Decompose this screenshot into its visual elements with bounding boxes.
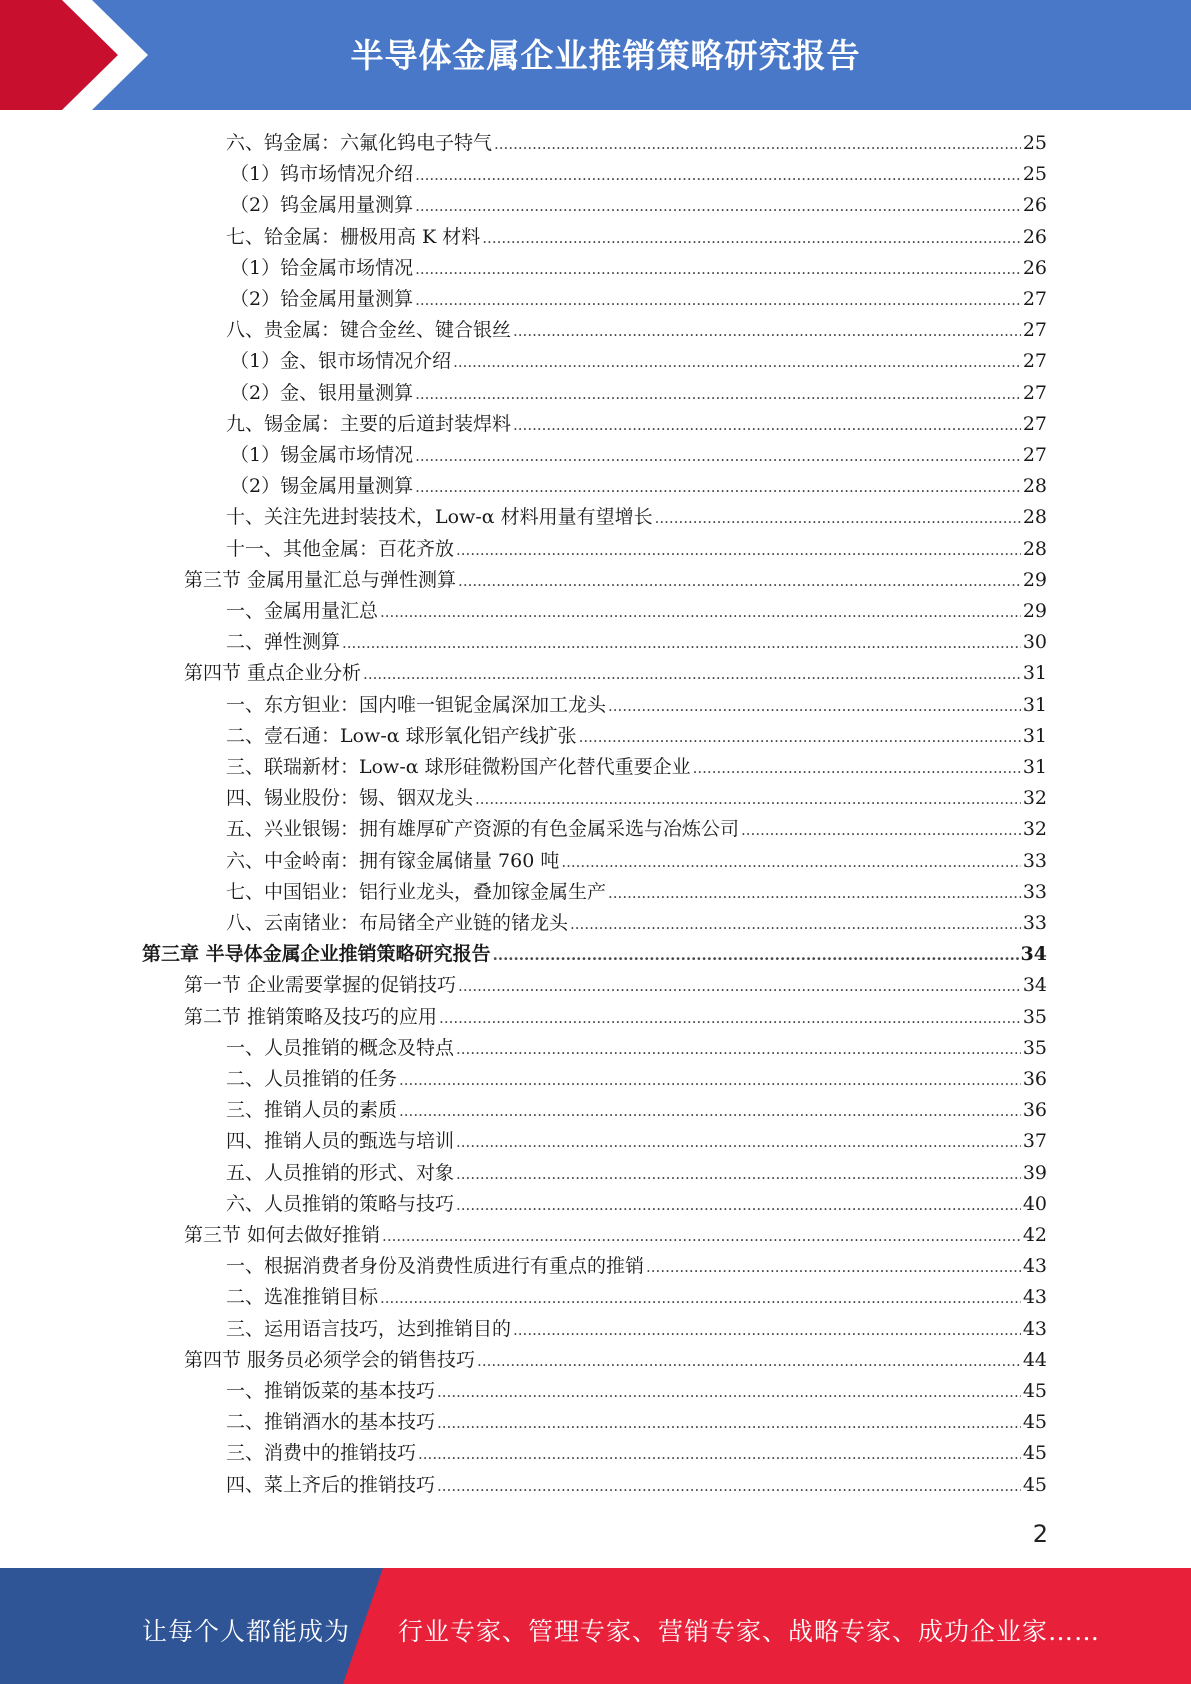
toc-entry-label: 二、弹性测算 bbox=[226, 631, 341, 654]
toc-entry-page: 29 bbox=[1022, 568, 1047, 591]
toc-dot-leader bbox=[741, 815, 1021, 846]
toc-entry-label: 第二节 推销策略及技巧的应用 bbox=[184, 1005, 438, 1028]
toc-entry[interactable] bbox=[226, 1033, 1047, 1064]
toc-dot-leader bbox=[513, 410, 1021, 441]
toc-entry-label: 四、菜上齐后的推销技巧 bbox=[226, 1473, 436, 1496]
toc-entry[interactable] bbox=[226, 409, 1047, 440]
toc-entry-page: 34 bbox=[1020, 943, 1047, 966]
toc-entry[interactable] bbox=[226, 1189, 1047, 1220]
toc-entry-page: 26 bbox=[1022, 256, 1047, 279]
toc-entry-label: （2）金、银用量测算 bbox=[230, 381, 414, 404]
toc-dot-leader bbox=[363, 659, 1021, 690]
toc-dot-leader bbox=[456, 535, 1021, 566]
report-header bbox=[0, 0, 1191, 110]
toc-entry-label: 六、中金岭南：拥有镓金属储量 760 吨 bbox=[226, 849, 560, 872]
toc-entry-label: （2）锡金属用量测算 bbox=[230, 475, 414, 498]
toc-entry-label: 一、推销饭菜的基本技巧 bbox=[226, 1380, 436, 1402]
toc-entry-label: 三、运用语言技巧，达到推销目的 bbox=[226, 1317, 512, 1340]
toc-entry-page: 36 bbox=[1022, 1068, 1047, 1090]
toc-entry[interactable] bbox=[226, 627, 1047, 658]
toc-entry-label: 第三章 半导体金属企业推销策略研究报告 bbox=[142, 943, 491, 966]
toc-dot-leader bbox=[415, 441, 1021, 472]
toc-entry-page: 33 bbox=[1022, 912, 1047, 934]
toc-dot-leader bbox=[418, 1439, 1021, 1470]
toc-entry-page: 27 bbox=[1022, 412, 1047, 435]
toc-entry-label: 三、推销人员的素质 bbox=[226, 1099, 398, 1122]
toc-entry[interactable] bbox=[226, 877, 1047, 908]
toc-entry-label: 二、推销酒水的基本技巧 bbox=[226, 1411, 436, 1434]
toc-entry[interactable] bbox=[184, 1345, 1047, 1376]
toc-entry[interactable] bbox=[226, 783, 1047, 814]
toc-entry-label: 八、贵金属：键合金丝、键合银丝 bbox=[226, 319, 512, 342]
toc-dot-leader bbox=[380, 597, 1021, 628]
toc-entry[interactable] bbox=[226, 502, 1047, 533]
toc-dot-leader bbox=[458, 566, 1021, 597]
toc-entry[interactable] bbox=[230, 284, 1047, 315]
toc-dot-leader bbox=[579, 722, 1021, 753]
toc-entry[interactable] bbox=[226, 1282, 1047, 1313]
toc-entry[interactable] bbox=[226, 1314, 1047, 1345]
toc-entry-page: 31 bbox=[1022, 756, 1047, 778]
toc-entry-page: 35 bbox=[1022, 1036, 1047, 1059]
toc-dot-leader bbox=[437, 1471, 1021, 1502]
toc-entry-label: 七、铪金属：栅极用高 K 材料 bbox=[226, 225, 481, 248]
toc-entry-page: 28 bbox=[1022, 506, 1047, 529]
toc-entry-label: 九、锡金属：主要的后道封装焊料 bbox=[226, 412, 512, 435]
toc-dot-leader bbox=[513, 316, 1021, 347]
toc-entry[interactable] bbox=[230, 440, 1047, 471]
page-footer bbox=[0, 1568, 1191, 1684]
toc-entry-page: 28 bbox=[1022, 537, 1047, 560]
toc-entry-page: 25 bbox=[1022, 163, 1047, 186]
toc-entry-label: 三、联瑞新材：Low-α 球形硅微粉国产化替代重要企业 bbox=[226, 756, 691, 778]
toc-entry[interactable] bbox=[226, 1438, 1047, 1469]
toc-entry[interactable] bbox=[184, 658, 1047, 689]
report-title: 半导体金属企业推销策略研究报告 bbox=[350, 36, 861, 75]
toc-entry-label: 五、人员推销的形式、对象 bbox=[226, 1161, 455, 1184]
toc-dot-leader bbox=[415, 191, 1021, 222]
toc-entry-label: 十、关注先进封装技术，Low-α 材料用量有望增长 bbox=[226, 506, 653, 529]
toc-entry-page: 31 bbox=[1022, 693, 1047, 716]
toc-entry[interactable] bbox=[184, 1220, 1047, 1251]
toc-entry-page: 36 bbox=[1022, 1099, 1047, 1122]
toc-entry-page: 37 bbox=[1022, 1130, 1047, 1153]
toc-entry[interactable] bbox=[226, 1407, 1047, 1438]
toc-entry[interactable] bbox=[226, 814, 1047, 845]
toc-entry[interactable] bbox=[226, 1470, 1047, 1501]
page-number: 2 bbox=[1032, 1520, 1048, 1548]
footer-slogan-right: 行业专家、管理专家、营销专家、战略专家、成功企业家…… bbox=[398, 1617, 1101, 1646]
toc-entry-page: 33 bbox=[1022, 880, 1047, 903]
toc-entry-label: （1）锡金属市场情况 bbox=[230, 444, 414, 466]
toc-dot-leader bbox=[561, 847, 1020, 878]
toc-entry-label: 五、兴业银锡：拥有雄厚矿产资源的有色金属采选与冶炼公司 bbox=[226, 818, 740, 841]
toc-dot-leader bbox=[415, 472, 1021, 503]
toc-entry[interactable] bbox=[226, 222, 1047, 253]
toc-entry-label: （1）金、银市场情况介绍 bbox=[230, 350, 452, 373]
toc-entry[interactable] bbox=[226, 721, 1047, 752]
toc-entry[interactable] bbox=[230, 378, 1047, 409]
toc-dot-leader bbox=[342, 628, 1021, 659]
footer-slogan-left: 让每个人都能成为 bbox=[142, 1617, 351, 1646]
toc-entry[interactable] bbox=[184, 565, 1047, 596]
toc-entry-page: 27 bbox=[1022, 319, 1047, 342]
toc-dot-leader bbox=[493, 940, 1019, 971]
toc-entry-label: （1）铪金属市场情况 bbox=[230, 256, 414, 279]
toc-dot-leader bbox=[646, 1252, 1021, 1283]
toc-entry-page: 43 bbox=[1022, 1286, 1047, 1309]
toc-entry-label: 十一、其他金属：百花齐放 bbox=[226, 537, 455, 560]
toc-entry-page: 33 bbox=[1022, 849, 1047, 872]
toc-entry-page: 43 bbox=[1022, 1317, 1047, 1340]
toc-dot-leader bbox=[456, 1127, 1021, 1158]
toc-entry[interactable] bbox=[226, 1158, 1047, 1189]
toc-entry[interactable] bbox=[230, 159, 1047, 190]
toc-dot-leader bbox=[437, 1408, 1021, 1439]
toc-entry-page: 25 bbox=[1022, 132, 1047, 154]
toc-entry-page: 45 bbox=[1022, 1380, 1047, 1402]
toc-entry[interactable] bbox=[226, 846, 1047, 877]
toc-entry[interactable] bbox=[226, 315, 1047, 346]
toc-entry[interactable] bbox=[226, 1376, 1047, 1407]
toc-entry[interactable] bbox=[230, 346, 1047, 377]
toc-entry[interactable] bbox=[226, 690, 1047, 721]
toc-entry-page: 27 bbox=[1022, 350, 1047, 373]
toc-entry-label: 七、中国铝业：铝行业龙头，叠加镓金属生产 bbox=[226, 880, 607, 903]
toc-entry-label: 六、人员推销的策略与技巧 bbox=[226, 1192, 455, 1215]
toc-entry-label: 第四节 服务员必须学会的销售技巧 bbox=[184, 1348, 476, 1371]
toc-dot-leader bbox=[655, 503, 1021, 534]
toc-entry-label: 二、选准推销目标 bbox=[226, 1286, 379, 1309]
toc-entry-page: 32 bbox=[1022, 818, 1047, 841]
toc-dot-leader bbox=[415, 379, 1021, 410]
toc-dot-leader bbox=[415, 285, 1021, 316]
toc-dot-leader bbox=[608, 878, 1021, 909]
toc-entry[interactable] bbox=[226, 1064, 1047, 1095]
toc-entry-page: 28 bbox=[1022, 475, 1047, 498]
toc-dot-leader bbox=[482, 223, 1021, 254]
toc-entry-page: 35 bbox=[1022, 1005, 1047, 1028]
toc-dot-leader bbox=[456, 1159, 1021, 1190]
toc-dot-leader bbox=[456, 1034, 1021, 1065]
toc-entry-page: 31 bbox=[1022, 724, 1047, 747]
toc-dot-leader bbox=[570, 909, 1021, 940]
toc-entry[interactable] bbox=[230, 471, 1047, 502]
toc-entry-label: 第四节 重点企业分析 bbox=[184, 662, 362, 685]
toc-dot-leader bbox=[608, 691, 1021, 722]
toc-dot-leader bbox=[458, 971, 1021, 1002]
toc-entry-page: 43 bbox=[1022, 1255, 1047, 1278]
toc-entry[interactable] bbox=[226, 1095, 1047, 1126]
toc-entry-label: 第三节 金属用量汇总与弹性测算 bbox=[184, 568, 457, 591]
toc-entry-page: 32 bbox=[1022, 787, 1047, 810]
toc-dot-leader bbox=[437, 1377, 1021, 1408]
toc-entry[interactable] bbox=[230, 190, 1047, 221]
toc-entry-label: 一、人员推销的概念及特点 bbox=[226, 1036, 455, 1059]
toc-entry-page: 26 bbox=[1022, 194, 1047, 217]
toc-entry[interactable] bbox=[142, 939, 1047, 970]
toc-entry-page: 39 bbox=[1022, 1161, 1047, 1184]
toc-dot-leader bbox=[399, 1096, 1021, 1127]
toc-entry-label: 三、消费中的推销技巧 bbox=[226, 1442, 417, 1465]
toc-dot-leader bbox=[475, 784, 1021, 815]
toc-entry-label: 四、锡业股份：锡、铟双龙头 bbox=[226, 787, 474, 810]
toc-entry-label: 二、壹石通：Low-α 球形氧化铝产线扩张 bbox=[226, 724, 577, 747]
toc-entry[interactable] bbox=[226, 752, 1047, 783]
toc-dot-leader bbox=[415, 254, 1021, 285]
toc-entry-label: 一、金属用量汇总 bbox=[226, 600, 379, 622]
toc-entry[interactable] bbox=[226, 534, 1047, 565]
toc-entry-page: 40 bbox=[1022, 1192, 1047, 1215]
toc-entry[interactable] bbox=[226, 1251, 1047, 1282]
toc-dot-leader bbox=[494, 129, 1021, 160]
toc-entry-label: 一、东方钽业：国内唯一钽铌金属深加工龙头 bbox=[226, 693, 607, 716]
toc-dot-leader bbox=[382, 1221, 1021, 1252]
toc-entry-label: （2）铪金属用量测算 bbox=[230, 288, 414, 310]
toc-dot-leader bbox=[453, 347, 1021, 378]
toc-entry[interactable] bbox=[184, 1002, 1047, 1033]
toc-entry-label: 第一节 企业需要掌握的促销技巧 bbox=[184, 974, 457, 997]
toc-entry-page: 31 bbox=[1022, 662, 1047, 685]
toc-entry-page: 29 bbox=[1022, 600, 1047, 622]
toc-dot-leader bbox=[399, 1065, 1021, 1096]
toc-entry-page: 26 bbox=[1022, 225, 1047, 248]
toc-entry-page: 34 bbox=[1022, 974, 1047, 997]
toc-entry[interactable] bbox=[184, 970, 1047, 1001]
toc-entry-page: 30 bbox=[1022, 631, 1047, 654]
toc-entry-label: 二、人员推销的任务 bbox=[226, 1068, 398, 1090]
toc-entry[interactable] bbox=[226, 1126, 1047, 1157]
toc-entry-label: 六、钨金属：六氟化钨电子特气 bbox=[226, 132, 493, 154]
toc-entry-label: （2）钨金属用量测算 bbox=[230, 194, 414, 217]
toc-entry-page: 45 bbox=[1022, 1473, 1047, 1496]
toc-entry-label: （1）钨市场情况介绍 bbox=[230, 163, 414, 186]
toc-entry-label: 四、推销人员的甄选与培训 bbox=[226, 1130, 455, 1153]
toc-dot-leader bbox=[439, 1003, 1021, 1034]
toc-entry[interactable] bbox=[230, 253, 1047, 284]
toc-dot-leader bbox=[415, 160, 1021, 191]
toc-dot-leader bbox=[513, 1315, 1021, 1346]
toc-dot-leader bbox=[477, 1346, 1021, 1377]
toc-entry-page: 44 bbox=[1022, 1348, 1047, 1371]
toc-entry[interactable] bbox=[226, 596, 1047, 627]
toc-entry-page: 27 bbox=[1022, 288, 1047, 310]
toc-entry-page: 27 bbox=[1022, 381, 1047, 404]
toc-entry-page: 45 bbox=[1022, 1411, 1047, 1434]
toc-entry-label: 八、云南锗业：布局锗全产业链的锗龙头 bbox=[226, 912, 569, 934]
toc-entry-label: 一、根据消费者身份及消费性质进行有重点的推销 bbox=[226, 1255, 645, 1278]
toc-dot-leader bbox=[456, 1190, 1021, 1221]
toc-entry-page: 27 bbox=[1022, 444, 1047, 466]
toc-entry-page: 45 bbox=[1022, 1442, 1047, 1465]
toc-entry-page: 42 bbox=[1022, 1224, 1047, 1246]
toc-entry-label: 第三节 如何去做好推销 bbox=[184, 1224, 381, 1246]
toc-dot-leader bbox=[693, 753, 1021, 784]
toc-entry[interactable] bbox=[226, 128, 1047, 159]
toc-dot-leader bbox=[380, 1283, 1021, 1314]
toc-entry[interactable] bbox=[226, 908, 1047, 939]
